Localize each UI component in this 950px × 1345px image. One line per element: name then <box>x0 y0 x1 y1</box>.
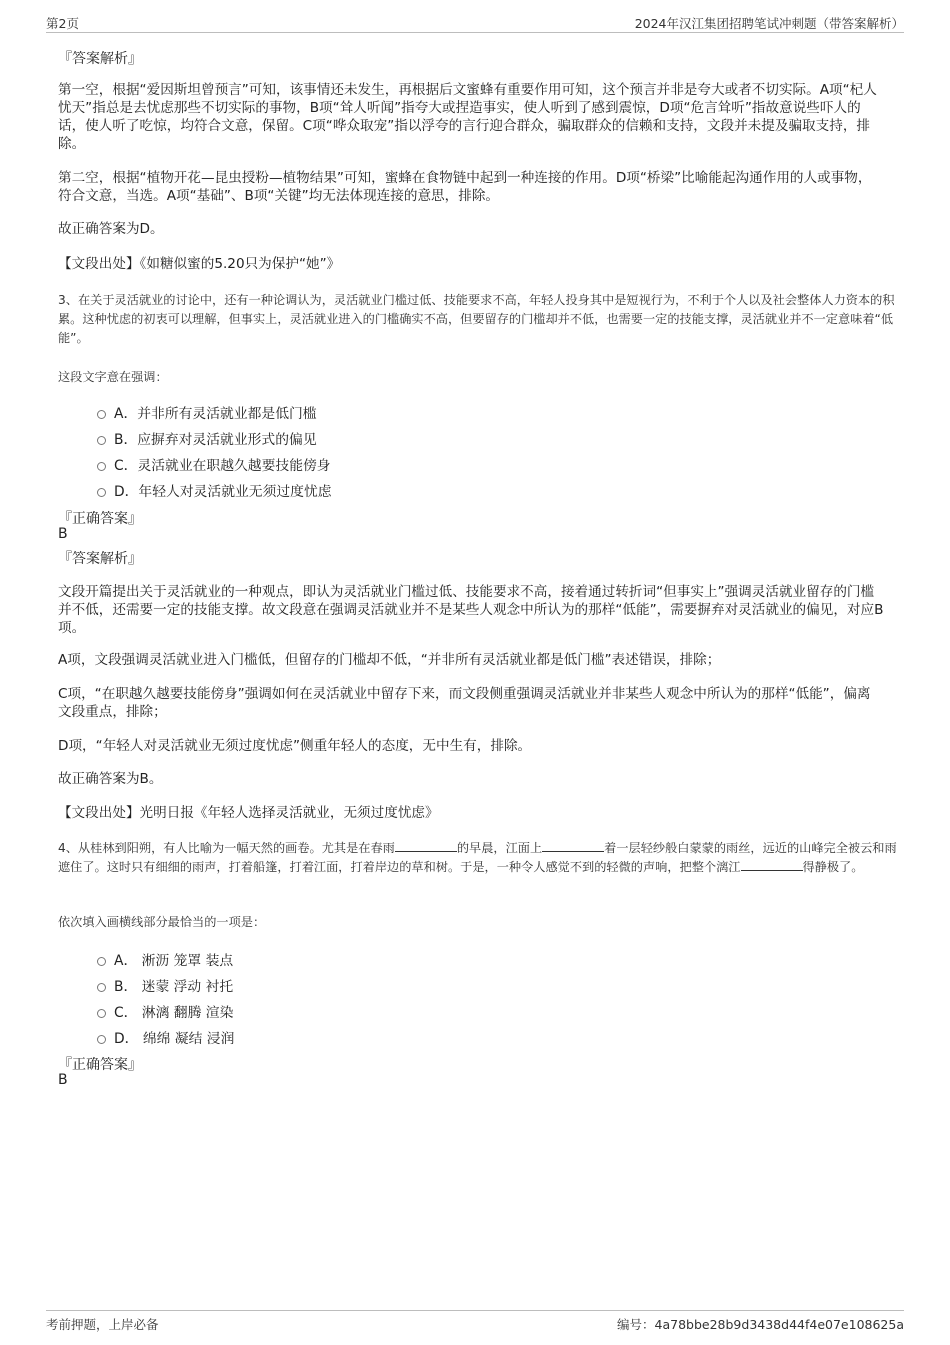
q2-analysis-label: 『答案解析』 <box>58 51 142 67</box>
q4-stem <box>58 839 902 877</box>
q4-stem-part-3: 着一层轻纱般白蒙蒙的雨丝，远近的山峰完全被云和雨遮住了。这时只有细细的雨声，打着船篷，打着江面，打着岸边的草和树。于是，一种令人感觉不到的轻微的声响，把整个漓江 <box>58 841 897 874</box>
option-text: 绵绵 凝结 浸润 <box>142 1031 235 1047</box>
q4-option-c[interactable] <box>97 1001 233 1019</box>
page-number: 第2页 <box>46 16 79 31</box>
option-letter: C． <box>114 1005 138 1021</box>
q2-source: 【文段出处】《如糖似蜜的5.20只为保护“她”》 <box>58 256 341 272</box>
page-footer <box>46 1310 904 1335</box>
q4-answer-label: 『正确答案』 <box>58 1057 142 1073</box>
q4-stem-part-2: 的早晨，江面上 <box>456 841 543 855</box>
option-text: 淅沥 笼罩 装点 <box>141 953 234 969</box>
q3-analysis-p5: 故正确答案为B。 <box>58 771 163 787</box>
q4-prompt: 依次填入画横线部分最恰当的一项是： <box>58 915 266 929</box>
q3-source: 【文段出处】光明日报《年轻人选择灵活就业，无须过度忧虑》 <box>58 805 439 821</box>
radio-icon[interactable] <box>97 957 106 966</box>
document-title: 2024年汉江集团招聘笔试冲刺题（带答案解析） <box>634 16 904 31</box>
option-text: 灵活就业在职越久越要技能傍身 <box>137 458 331 474</box>
footer-slogan: 考前押题，上岸必备 <box>46 1317 159 1332</box>
option-letter: D． <box>114 484 139 500</box>
q4-option-a[interactable] <box>97 949 233 967</box>
q2-analysis-p2: 第二空，根据“植物开花—昆虫授粉—植物结果”可知，蜜蜂在食物链中起到一种连接的作用。D项“桥梁”比喻能起沟通作用的人或事物，符合文意，当选。A项“基础”、B项“关键”均无法体现连接的意思，排除。 <box>58 170 872 204</box>
fill-blank-3 <box>741 858 803 871</box>
radio-icon[interactable] <box>97 410 106 419</box>
q2-analysis-p1: 第一空，根据“爱因斯坦曾预言”可知，该事情还未发生，再根据后文蜜蜂有重要作用可知，这个预言并非是夸大或者不切实际。A项“杞人忧天”指总是去忧虑那些不切实际的事物，B项“耸人听闻”指夸大或捏造事实，使人听到了感到震惊，D项“危言耸听”指故意说些吓人的话，使人听了吃惊，均符合文意，保留。C项“哗众取宠”指以浮夸的言行迎合群众，骗取群众的信赖和支持，文段并未提及骗取支持，排除。 <box>58 82 877 152</box>
q4-stem-part-1: 4、从桂林到阳朔，有人比喻为一幅天然的画卷。尤其是在春雨 <box>58 841 395 855</box>
option-letter: A． <box>114 406 138 422</box>
q2-analysis-p3: 故正确答案为D。 <box>58 221 164 237</box>
fill-blank-2 <box>542 839 604 852</box>
q3-option-a[interactable] <box>97 402 317 420</box>
footer-serial: 编号：4a78bbe28b9d3438d44f4e07e108625a <box>617 1317 904 1332</box>
q3-option-c[interactable] <box>97 454 331 472</box>
option-letter: A． <box>114 953 138 969</box>
q4-option-d[interactable] <box>97 1027 234 1045</box>
q3-analysis-p1: 文段开篇提出关于灵活就业的一种观点，即认为灵活就业门槛过低、技能要求不高，接着通过转折词“但事实上”强调灵活就业留存的门槛并不低，还需要一定的技能支撑。故文段意在强调灵活就业并不是某些人观念中所认为的那样“低能”，需要摒弃对灵活就业的偏见，对应B项。 <box>58 584 884 636</box>
radio-icon[interactable] <box>97 462 106 471</box>
option-letter: C． <box>114 458 138 474</box>
fill-blank-1 <box>395 839 457 852</box>
q3-prompt: 这段文字意在强调： <box>58 370 168 384</box>
radio-icon[interactable] <box>97 1009 106 1018</box>
q3-answer: B <box>58 526 68 542</box>
option-text: 应摒弃对灵活就业形式的偏见 <box>137 432 317 448</box>
q3-analysis-label: 『答案解析』 <box>58 551 142 567</box>
q4-stem-part-4: 得静极了。 <box>802 860 864 874</box>
option-letter: B． <box>114 432 138 448</box>
radio-icon[interactable] <box>97 1035 106 1044</box>
q3-analysis-p3: C项，“在职越久越要技能傍身”强调如何在灵活就业中留存下来，而文段侧重强调灵活就业并非某些人观念中所认为的那样“低能”，偏离文段重点，排除； <box>58 686 871 720</box>
option-text: 迷蒙 浮动 衬托 <box>141 979 234 995</box>
q3-stem: 3、在关于灵活就业的讨论中，还有一种论调认为，灵活就业门槛过低、技能要求不高，年轻人投身其中是短视行为，不利于个人以及社会整体人力资本的积累。这种忧虑的初衷可以理解，但事实上，灵活就业进入的门槛确实不高，但要留存的门槛却并不低，也需要一定的技能支撑，灵活就业并不一定意味着“低能”。 <box>58 293 895 345</box>
page-header <box>46 14 904 33</box>
option-letter: D． <box>114 1031 139 1047</box>
option-text: 淋漓 翻腾 渲染 <box>141 1005 234 1021</box>
q3-option-b[interactable] <box>97 428 317 446</box>
q3-option-d[interactable] <box>97 480 332 498</box>
radio-icon[interactable] <box>97 436 106 445</box>
radio-icon[interactable] <box>97 983 106 992</box>
option-text: 并非所有灵活就业都是低门槛 <box>137 406 317 422</box>
option-text: 年轻人对灵活就业无须过度忧虑 <box>138 484 332 500</box>
q4-option-b[interactable] <box>97 975 233 993</box>
q3-analysis-p4: D项，“年轻人对灵活就业无须过度忧虑”侧重年轻人的态度，无中生有，排除。 <box>58 738 532 754</box>
q4-answer: B <box>58 1072 68 1088</box>
option-letter: B． <box>114 979 138 995</box>
radio-icon[interactable] <box>97 488 106 497</box>
q3-analysis-p2: A项，文段强调灵活就业进入门槛低，但留存的门槛却不低，“并非所有灵活就业都是低门槛”表述错误，排除； <box>58 652 721 668</box>
q3-answer-label: 『正确答案』 <box>58 511 142 527</box>
